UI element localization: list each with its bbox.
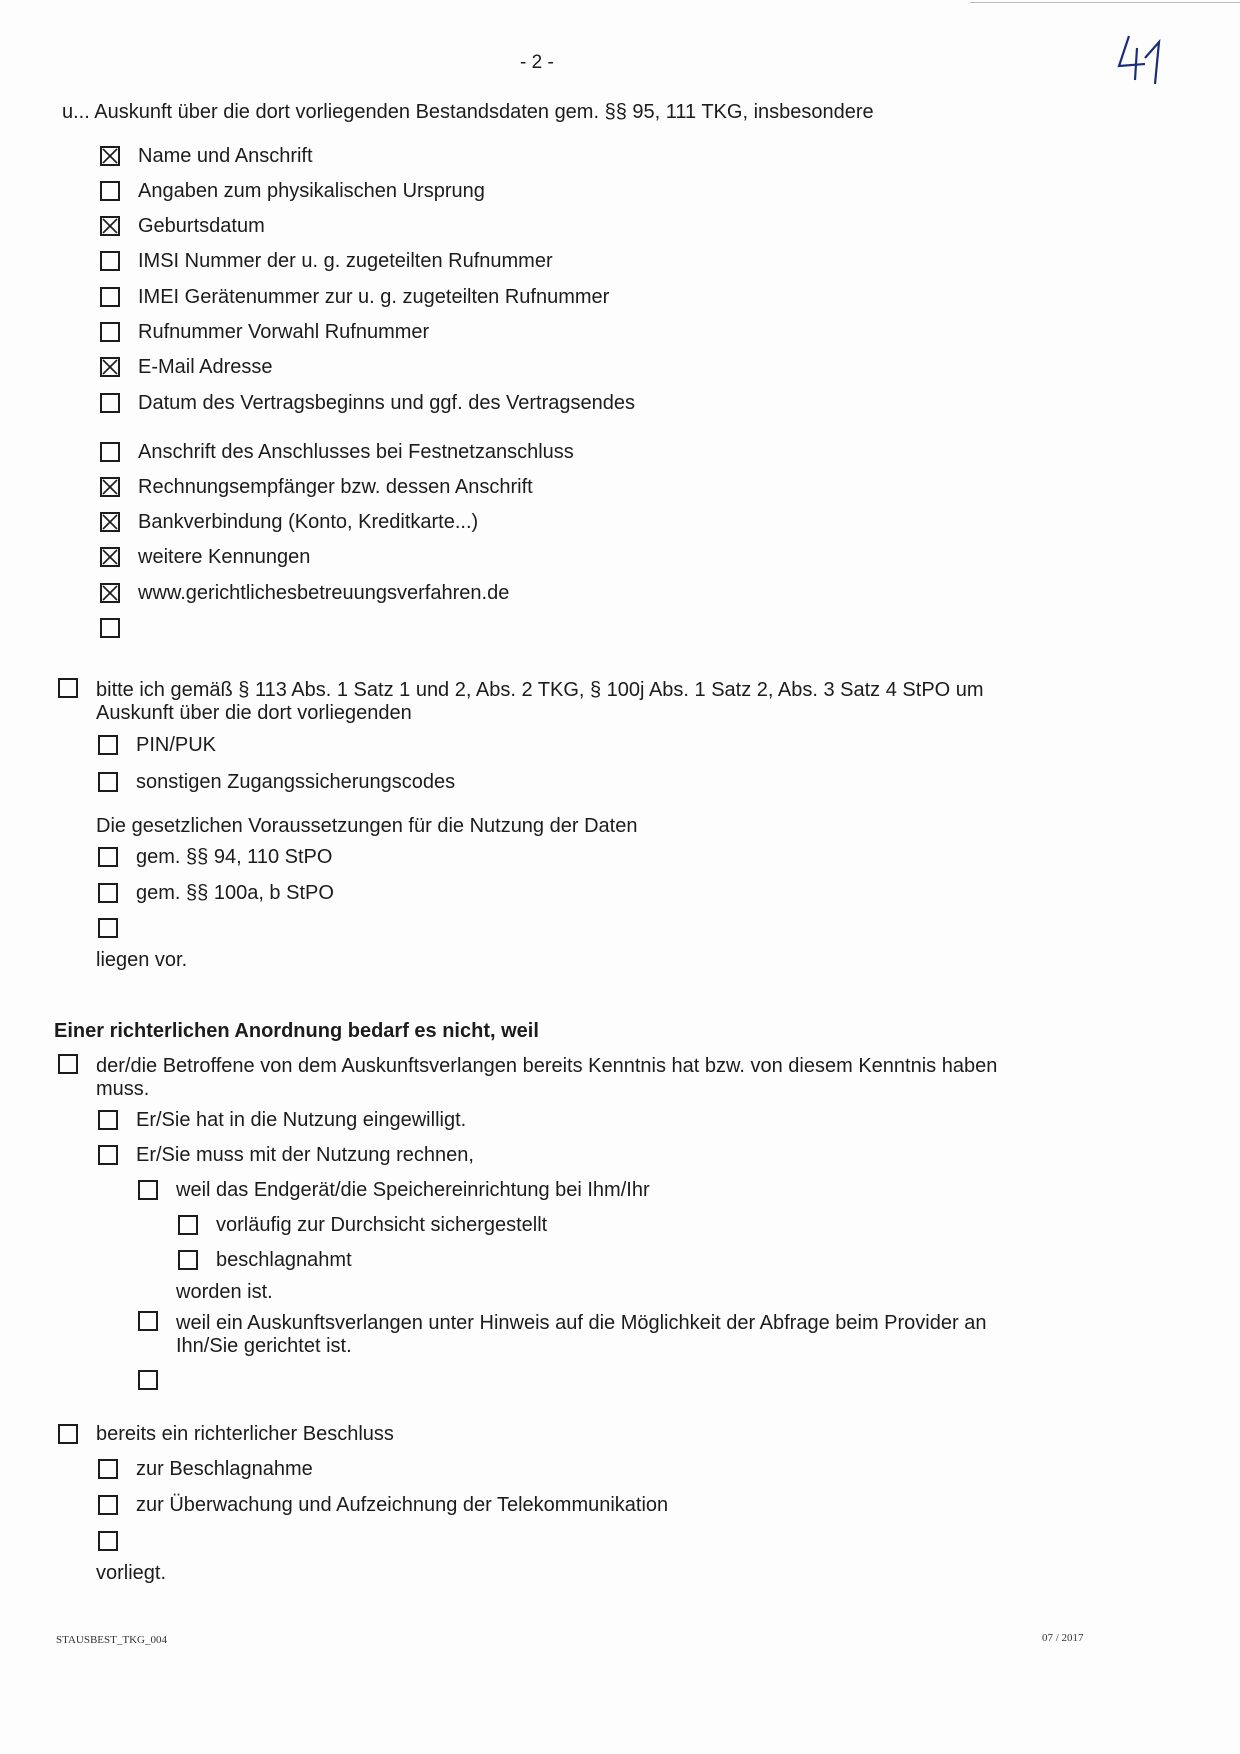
section2-item-row — [98, 730, 216, 760]
device-option-checkbox[interactable] — [178, 1215, 198, 1235]
section1-item-label: Anschrift des Anschlusses bei Festnetzanschluss — [138, 441, 574, 463]
section1-item-label: Datum des Vertragsbeginns und ggf. des Vertragsendes — [138, 392, 635, 414]
section3-consented-row — [98, 1105, 466, 1135]
section1-item-checkbox[interactable] — [100, 287, 120, 307]
section1-item-checkbox[interactable] — [100, 357, 120, 377]
section3-main-line2: muss. — [96, 1078, 150, 1100]
section4-main-row — [58, 1419, 394, 1449]
section1-item-checkbox[interactable] — [100, 618, 120, 638]
device-option-checkbox[interactable] — [178, 1250, 198, 1270]
section1-item-checkbox[interactable] — [100, 583, 120, 603]
section1-item-label: IMEI Gerätenummer zur u. g. zugeteilten Rufnummer — [138, 286, 610, 308]
section1-item-label: Rechnungsempfänger bzw. dessen Anschrift — [138, 476, 533, 498]
section1-item-checkbox[interactable] — [100, 181, 120, 201]
section2-item-label: PIN/PUK — [136, 734, 217, 756]
request-checkbox[interactable] — [138, 1311, 158, 1331]
section1-item-row — [100, 388, 635, 418]
footer-form-id: STAUSBEST_TKG_004 — [56, 1634, 167, 1646]
section1-item-label: Angaben zum physikalischen Ursprung — [138, 180, 485, 202]
section1-item-checkbox[interactable] — [100, 547, 120, 567]
request-line1: weil ein Auskunftsverlangen unter Hinweis auf die Möglichkeit der Abfrage beim Provider an — [176, 1312, 987, 1334]
section1-item-label: Name und Anschrift — [138, 145, 313, 167]
section1-item-row — [100, 542, 310, 572]
section1-item-row — [100, 578, 509, 608]
blank-option-checkbox[interactable] — [138, 1370, 158, 1390]
section2-conditions-heading: Die gesetzlichen Voraussetzungen für die Nutzung der Daten — [96, 815, 638, 837]
section1-item-checkbox[interactable] — [100, 146, 120, 166]
section1-item-checkbox[interactable] — [100, 512, 120, 532]
device-option-label: beschlagnahmt — [216, 1249, 352, 1271]
section4-item-checkbox[interactable] — [98, 1495, 118, 1515]
section3-heading: Einer richterlichen Anordnung bedarf es nicht, weil — [54, 1020, 539, 1042]
section4-item-checkbox[interactable] — [98, 1531, 118, 1551]
section3-must-expect-row — [98, 1140, 474, 1170]
section4-main-checkbox[interactable] — [58, 1424, 78, 1444]
section3-main-checkbox[interactable] — [58, 1054, 78, 1074]
section2-item-label: sonstigen Zugangssicherungscodes — [136, 771, 456, 793]
section2-item-checkbox[interactable] — [98, 772, 118, 792]
section1-item-row — [100, 246, 553, 276]
device-label: weil das Endgerät/die Speichereinrichtung bei Ihm/Ihr — [176, 1179, 650, 1201]
section2-condition-row — [98, 913, 136, 943]
section1-item-row — [100, 437, 574, 467]
section4-item-row — [98, 1490, 668, 1520]
section2-item-row — [98, 767, 455, 797]
handwritten-page-number-41 — [1115, 28, 1185, 88]
section2-main-line2: Auskunft über die dort vorliegenden — [96, 702, 412, 724]
section3-main-line1: der/die Betroffene von dem Auskunftsverlangen bereits Kenntnis hat bzw. von diesem Kenntnis haben — [96, 1055, 998, 1077]
section1-item-row — [100, 317, 429, 347]
section2-closing: liegen vor. — [96, 949, 188, 971]
section1-item-label: Bankverbindung (Konto, Kreditkarte...) — [138, 511, 479, 533]
section1-item-checkbox[interactable] — [100, 477, 120, 497]
section1-item-label: www.gerichtlichesbetreuungsverfahren.de — [138, 582, 510, 604]
section1-intro-line — [62, 100, 874, 124]
section2-condition-checkbox[interactable] — [98, 847, 118, 867]
section2-condition-label: gem. §§ 100a, b StPO — [136, 882, 334, 904]
section2-item-checkbox[interactable] — [98, 735, 118, 755]
must-expect-checkbox[interactable] — [98, 1145, 118, 1165]
section1-item-row — [100, 282, 609, 312]
section4-item-checkbox[interactable] — [98, 1459, 118, 1479]
section1-item-row — [100, 141, 313, 171]
section1-item-row — [100, 211, 265, 241]
section1-item-label: IMSI Nummer der u. g. zugeteilten Rufnummer — [138, 250, 553, 272]
section1-item-checkbox[interactable] — [100, 442, 120, 462]
section2-condition-label: gem. §§ 94, 110 StPO — [136, 846, 333, 868]
device-checkbox[interactable] — [138, 1180, 158, 1200]
section4-item-row — [98, 1454, 313, 1484]
consented-checkbox[interactable] — [98, 1110, 118, 1130]
section1-item-row — [100, 472, 533, 502]
section1-item-checkbox[interactable] — [100, 393, 120, 413]
consented-label: Er/Sie hat in die Nutzung eingewilligt. — [136, 1109, 467, 1131]
section4-closing: vorliegt. — [96, 1562, 167, 1584]
section4-item-label: zur Überwachung und Aufzeichnung der Telekommunikation — [136, 1494, 669, 1516]
must-expect-label: Er/Sie muss mit der Nutzung rechnen, — [136, 1144, 474, 1166]
section1-item-label: weitere Kennungen — [138, 546, 311, 568]
section1-item-row — [100, 507, 478, 537]
scan-edge-line — [970, 2, 1240, 3]
device-option-row — [178, 1210, 547, 1240]
section4-main-label: bereits ein richterlicher Beschluss — [96, 1423, 394, 1445]
device-closing: worden ist. — [176, 1281, 273, 1303]
section3-request-row — [138, 1306, 176, 1336]
section1-item-label: Rufnummer Vorwahl Rufnummer — [138, 321, 430, 343]
section1-item-row — [100, 613, 138, 643]
device-option-row — [178, 1245, 352, 1275]
section2-condition-checkbox[interactable] — [98, 918, 118, 938]
section4-item-label: zur Beschlagnahme — [136, 1458, 313, 1480]
page-number: - 2 - — [520, 52, 554, 73]
section3-blank-row — [138, 1365, 176, 1395]
section1-intro-prefix: u... — [62, 101, 90, 123]
section1-intro-text: Auskunft über die dort vorliegenden Bestandsdaten gem. §§ 95, 111 TKG, insbesondere — [94, 101, 874, 123]
footer-version: 07 / 2017 — [1042, 1632, 1084, 1644]
section1-item-checkbox[interactable] — [100, 322, 120, 342]
section1-item-label: E-Mail Adresse — [138, 356, 273, 378]
section3-main-row — [58, 1049, 96, 1079]
device-option-label: vorläufig zur Durchsicht sichergestellt — [216, 1214, 548, 1236]
section1-item-row — [100, 352, 273, 382]
section2-condition-row — [98, 842, 332, 872]
section3-device-row — [138, 1175, 650, 1205]
section1-item-label: Geburtsdatum — [138, 215, 265, 237]
section2-condition-row — [98, 878, 334, 908]
section2-main-checkbox[interactable] — [58, 678, 78, 698]
request-line2: Ihn/Sie gerichtet ist. — [176, 1335, 352, 1357]
section4-item-row — [98, 1526, 136, 1556]
section2-main-row — [58, 673, 96, 703]
section1-item-row — [100, 176, 485, 206]
section1-item-checkbox[interactable] — [100, 251, 120, 271]
section1-item-checkbox[interactable] — [100, 216, 120, 236]
section2-main-line1: bitte ich gemäß § 113 Abs. 1 Satz 1 und 2, Abs. 2 TKG, § 100j Abs. 1 Satz 2, Abs. 3 Satz 4 StPO um — [96, 679, 984, 701]
section2-condition-checkbox[interactable] — [98, 883, 118, 903]
